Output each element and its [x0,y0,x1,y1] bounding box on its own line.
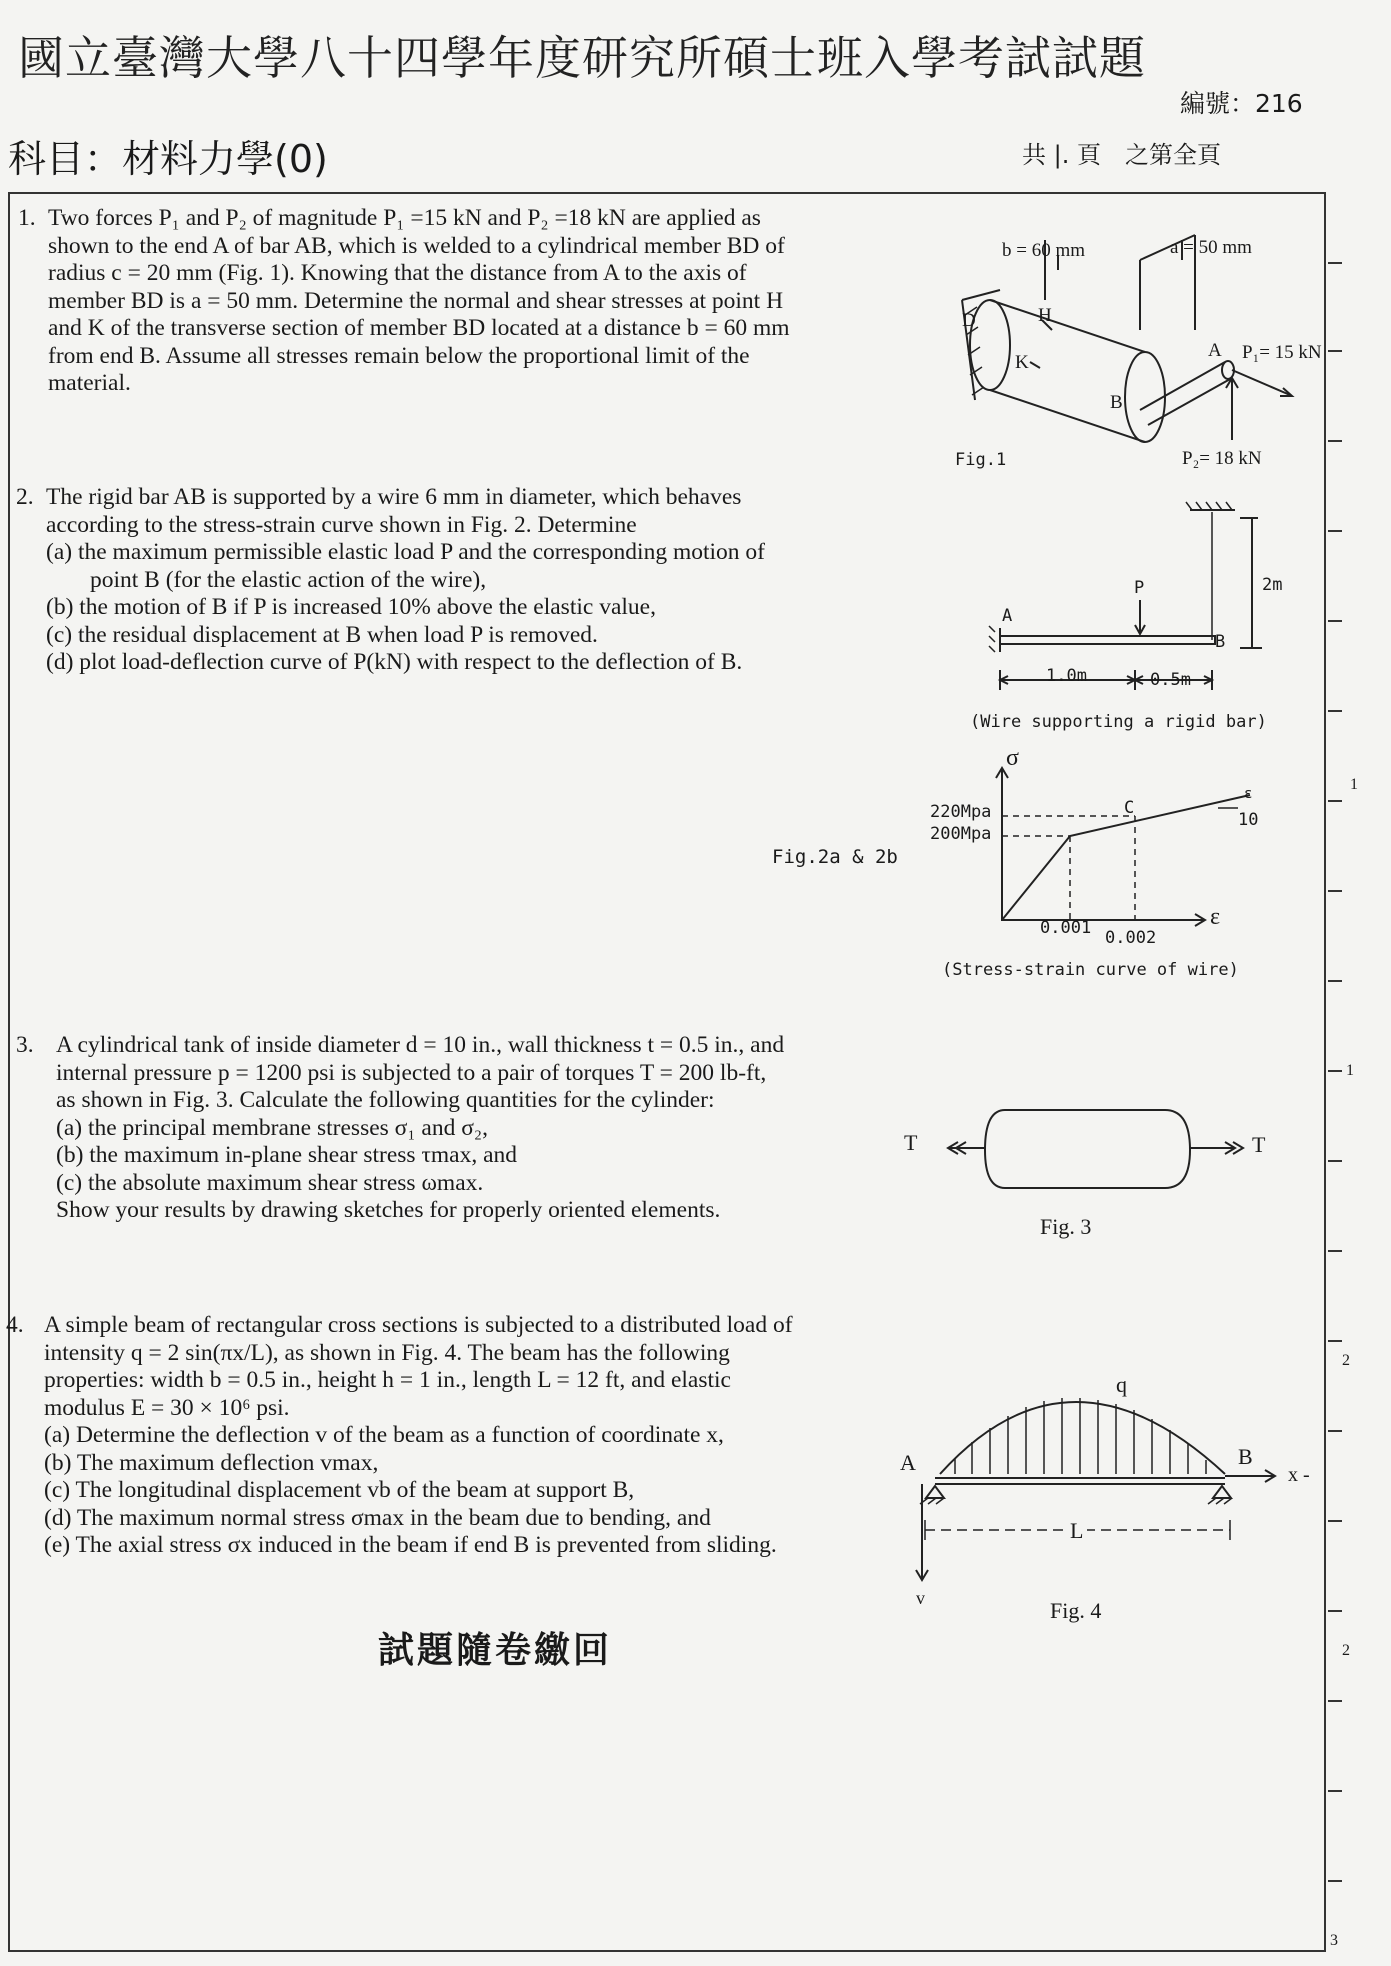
margin-mark: 1 [1346,1062,1354,1079]
margin-tick [1328,1880,1342,1882]
fig1-a-label: a = 50 mm [1170,237,1252,258]
fig4-point-b: B [1238,1444,1253,1469]
question-line: properties: width b = 0.5 in., height h = 1 in., length L = 12 ft, and elastic [44,1367,731,1393]
margin-tick [1328,1340,1342,1342]
question-line: (a) Determine the deflection v of the beam as a function of coordinate x, [44,1422,724,1448]
question-line: A cylindrical tank of inside diameter d = 10 in., wall thickness t = 0.5 in., and [56,1032,785,1058]
fig1-point-a: A [1208,340,1222,361]
margin-tick [1328,262,1342,264]
fig2b-slope-denominator: 10 [1238,810,1259,830]
question-line: (c) The longitudinal displacement vb of the beam at support B, [44,1477,635,1503]
question-line: (c) the absolute maximum shear stress ωmax. [56,1169,484,1196]
fig2a-dim-1: 1.0m [1046,666,1087,686]
fig3-torque-right: T [1252,1132,1266,1157]
fig2b-sigma-axis: σ [1006,745,1019,771]
question-line: A simple beam of rectangular cross sections is subjected to a distributed load of [44,1312,793,1338]
fig2a-point-b: B [1215,632,1226,652]
fig1-p1-label: P₁= 15 kN [1242,342,1322,363]
margin-tick [1328,1610,1342,1612]
question-line: The rigid bar AB is supported by a wire 6 mm in diameter, which behaves [46,484,742,510]
question-line: intensity q = 2 sin(πx/L), as shown in Fig. 4. The beam has the following [44,1339,730,1366]
fig4-load-q: q [1116,1372,1127,1397]
margin-tick [1328,1790,1342,1792]
fig2b-y-220: 220Mpa [930,802,992,822]
subject-line: 科目：材料力學(0) [8,137,328,181]
question-line: (b) the maximum in-plane shear stress τmax, and [56,1142,518,1168]
margin-tick [1328,800,1342,802]
question-line: radius c = 20 mm (Fig. 1). Knowing that the distance from A to the axis of [48,260,747,286]
question-line: from end B. Assume all stresses remain below the proportional limit of the [48,342,750,369]
fig2b-epsilon-axis: ε [1210,904,1221,930]
fig3-caption: Fig. 3 [1040,1214,1092,1239]
margin-tick [1328,1070,1342,1072]
margin-mark: 1 [1350,776,1358,793]
question-line: (c) the residual displacement at B when load P is removed. [46,621,598,648]
fig1-p2-label: P₂= 18 kN [1182,448,1262,469]
question-line: modulus E = 30 × 10⁶ psi. [44,1394,290,1421]
question-line: (b) The maximum deflection vmax, [44,1449,379,1476]
page-info: 共 |. 頁 之第全頁 [1022,141,1221,169]
question-line: (b) the motion of B if P is increased 10% above the elastic value, [46,594,656,620]
margin-tick [1328,890,1342,892]
margin-tick [1328,350,1342,352]
question-line: material. [48,370,131,396]
fig4-length-l: L [1066,1518,1087,1544]
question-number: 2. [16,484,34,510]
margin-mark: 2 [1342,1352,1350,1369]
margin-mark: 3 [1330,1932,1338,1949]
return-stamp: 試題隨卷繳回 [378,1630,613,1671]
fig2a-height-label: 2m [1262,575,1283,595]
margin-tick [1328,1700,1342,1702]
question-line: (d) The maximum normal stress σmax in the beam due to bending, and [44,1504,711,1531]
fig2a-load-p: P [1134,578,1145,598]
fig2-caption: Fig.2a & 2b [772,846,898,868]
fig2b-point-c: C [1124,798,1135,818]
margin-tick [1328,980,1342,982]
question-line: (e) The axial stress σx induced in the beam if end B is prevented from sliding. [44,1532,777,1558]
fig1-caption: Fig.1 [955,450,1007,470]
question-line: (a) the maximum permissible elastic load P and the corresponding motion of [46,539,765,565]
question-line: Show your results by drawing sketches for properly oriented elements. [56,1197,721,1223]
fig4-caption: Fig. 4 [1050,1598,1102,1623]
margin-tick [1328,1160,1342,1162]
fig4-v-axis: v [916,1588,925,1608]
margin-tick [1328,1250,1342,1252]
question-line: Two forces P₁ and P₂ of magnitude P₁ =15 kN and P₂ =18 kN are applied as [48,205,761,231]
fig1-point-k: K [1015,352,1029,373]
margin-tick [1328,440,1342,442]
fig1-point-d: D [962,310,976,331]
question-line: (a) the principal membrane stresses σ₁ and σ₂, [56,1114,488,1141]
fig2a-dim-2: 0.5m [1150,670,1191,690]
fig4-load-arrows [955,1398,1206,1474]
question-number: 3. [16,1032,34,1058]
fig3-torque-left: T [904,1130,918,1155]
fig2b-x-0001: 0.001 [1040,918,1092,938]
fig4-point-a: A [900,1450,916,1475]
question-line: member BD is a = 50 mm. Determine the normal and shear stresses at point H [48,287,784,314]
question-line: according to the stress-strain curve shown in Fig. 2. Determine [46,511,637,538]
question-line: internal pressure p = 1200 psi is subjected to a pair of torques T = 200 lb-ft, [56,1059,767,1086]
fig1-point-b: B [1110,392,1123,413]
question-line: shown to the end A of bar AB, which is welded to a cylindrical member BD of [48,232,785,259]
margin-tick [1328,710,1342,712]
margin-mark: 2 [1342,1642,1350,1659]
fig1-b-label: b = 60 mm [1002,240,1086,261]
fig2a-point-a: A [1002,606,1013,626]
fig2a-caption: (Wire supporting a rigid bar) [970,712,1267,732]
question-line: and K of the transverse section of member BD located at a distance b = 60 mm [48,315,790,341]
margin-tick [1328,1520,1342,1522]
fig1-point-h: H [1038,305,1052,326]
question-number: 4. [6,1312,24,1338]
fig2b-y-200: 200Mpa [930,824,992,844]
exam-code: 編號：216 [1180,89,1303,118]
margin-tick [1328,530,1342,532]
exam-title: 國立臺灣大學八十四學年度研究所碩士班入學考試試題 [18,31,1146,85]
question-line: point B (for the elastic action of the wire), [90,566,487,593]
margin-tick [1328,620,1342,622]
fig2b-x-0002: 0.002 [1105,928,1157,948]
fig2b-slope-numerator: ε [1244,786,1253,802]
margin-tick [1328,1430,1342,1432]
question-line: as shown in Fig. 3. Calculate the following quantities for the cylinder: [56,1087,715,1113]
question-line: (d) plot load-deflection curve of P(kN) with respect to the deflection of B. [46,649,743,675]
question-number: 1. [18,205,36,231]
fig2b-caption: (Stress-strain curve of wire) [942,960,1239,980]
fig4-x-axis: x - [1288,1464,1310,1486]
